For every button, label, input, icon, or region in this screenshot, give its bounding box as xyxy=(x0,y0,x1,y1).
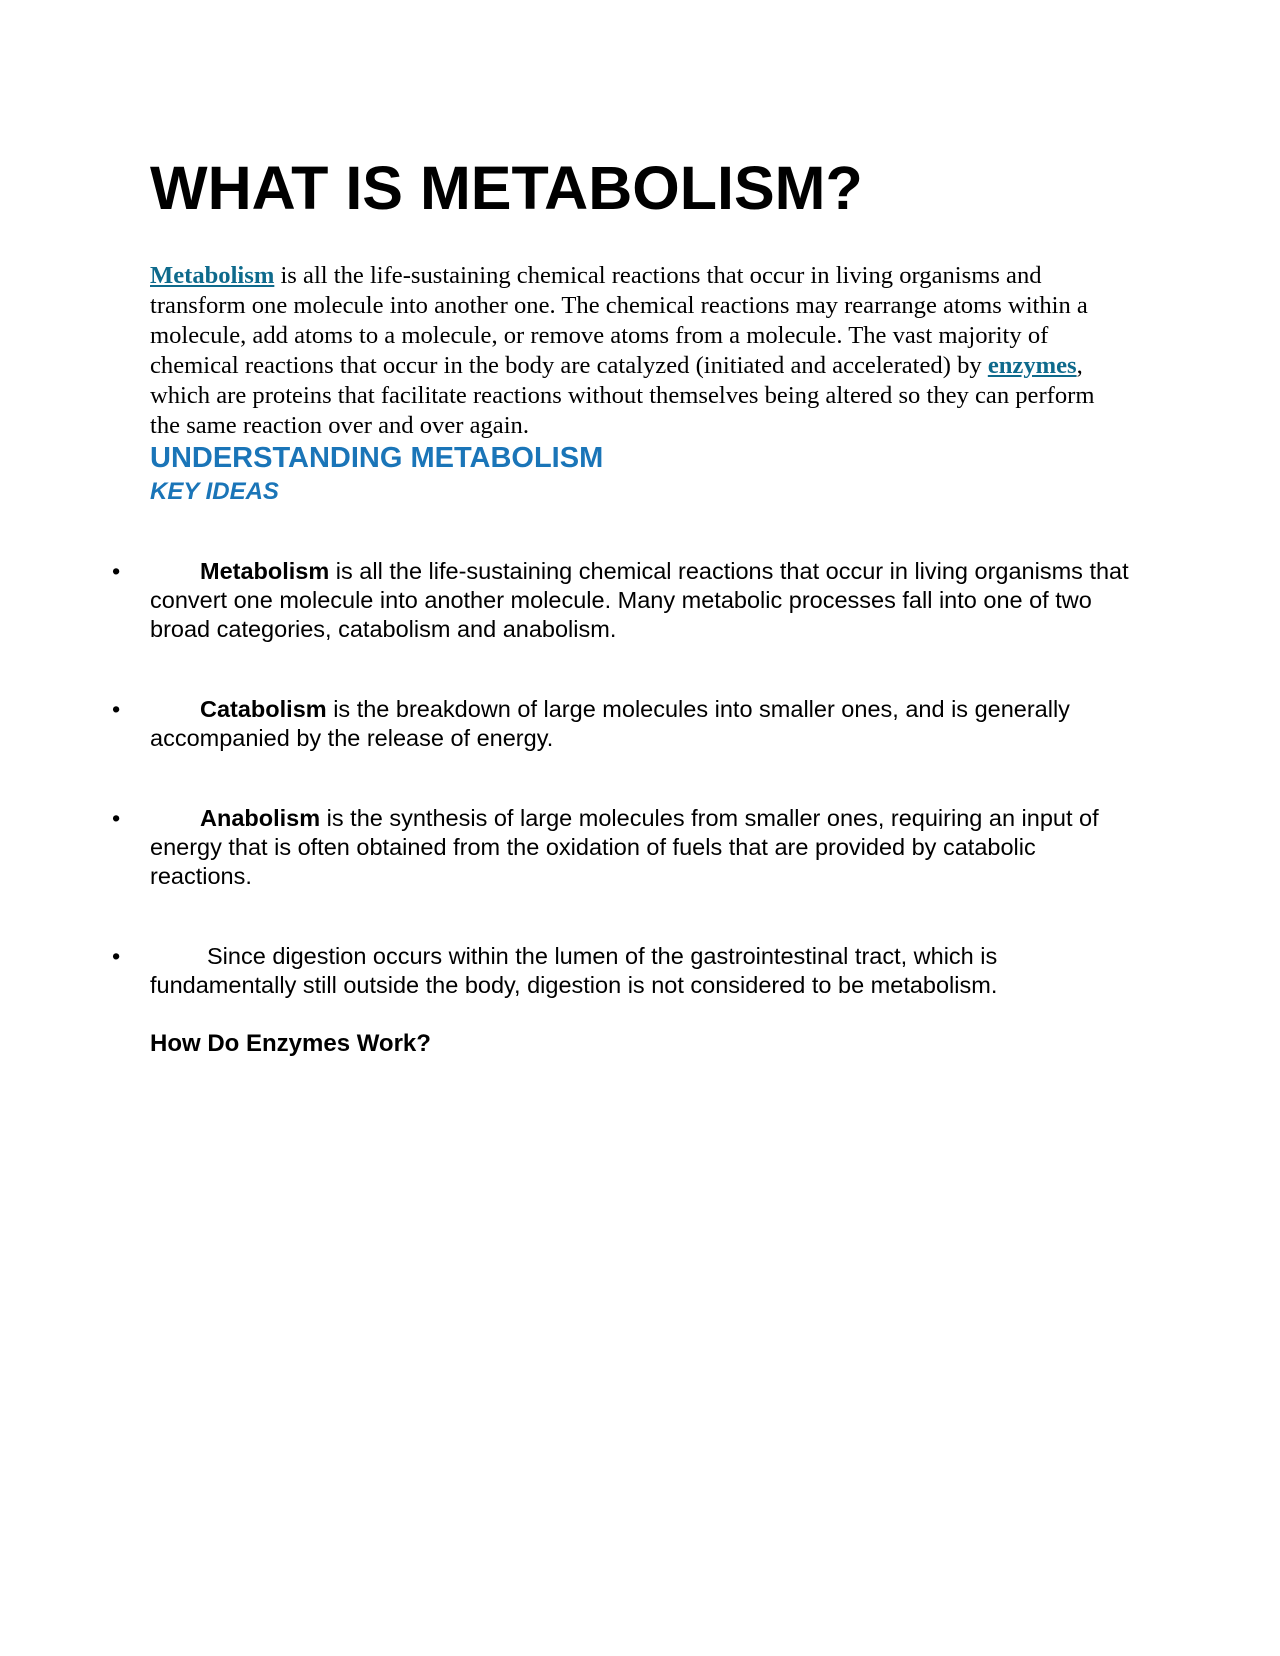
intro-text-part-1: is all the life-sustaining chemical reactions that occur in living organisms and transform one molecule into another one. The chemical reactions may rearrange atoms within a molecule, add atoms to a molecule, or remove atoms from a molecule. The vast majority of chemical reactions that occur in the body are catalyzed (initiated and accelerated) by xyxy=(150,262,1088,379)
list-item-text xyxy=(150,695,1130,753)
bullet-icon: • xyxy=(112,558,121,584)
list-item xyxy=(112,804,1130,891)
enzymes-link[interactable]: enzymes xyxy=(987,352,1077,379)
bullet-icon: • xyxy=(112,805,121,831)
list-item-body: is the synthesis of large molecules from smaller ones, requiring an input of energy that is often obtained from the oxidation of fuels that are provided by catabolic reactions. xyxy=(150,805,1099,889)
list-item-text xyxy=(150,804,1130,891)
list-item xyxy=(112,557,1130,644)
bullet-icon: • xyxy=(112,943,121,969)
key-ideas-subheading: KEY IDEAS xyxy=(150,478,279,505)
bullet-icon: • xyxy=(112,696,121,722)
list-item-term: Catabolism xyxy=(200,696,327,722)
metabolism-link[interactable]: Metabolism xyxy=(150,262,275,289)
list-item xyxy=(112,695,1130,753)
list-item-text xyxy=(150,557,1130,644)
section-heading: UNDERSTANDING METABOLISM xyxy=(150,442,604,474)
list-item-body: is all the life-sustaining chemical reactions that occur in living organisms that convert one molecule into another molecule. Many metabolic processes fall into one of two broad categories, catabolism and anabolism. xyxy=(150,558,1129,642)
intro-text-part-2: , which are proteins that facilitate reactions without themselves being altered so they can perform the same reaction over and over again. xyxy=(150,352,1095,439)
list-item-text xyxy=(150,942,1130,1000)
list-item-body: Since digestion occurs within the lumen of the gastrointestinal tract, which is fundamentally still outside the body, digestion is not considered to be metabolism. xyxy=(150,943,998,998)
enzymes-heading: How Do Enzymes Work? xyxy=(150,1030,431,1057)
list-item xyxy=(112,942,1130,1000)
list-item-term: Anabolism xyxy=(200,805,321,831)
intro-paragraph xyxy=(150,261,1130,441)
list-item-term: Metabolism xyxy=(200,558,330,584)
list-item-body: is the breakdown of large molecules into smaller ones, and is generally accompanied by the release of energy. xyxy=(150,696,1070,751)
page-title: WHAT IS METABOLISM? xyxy=(150,154,863,222)
